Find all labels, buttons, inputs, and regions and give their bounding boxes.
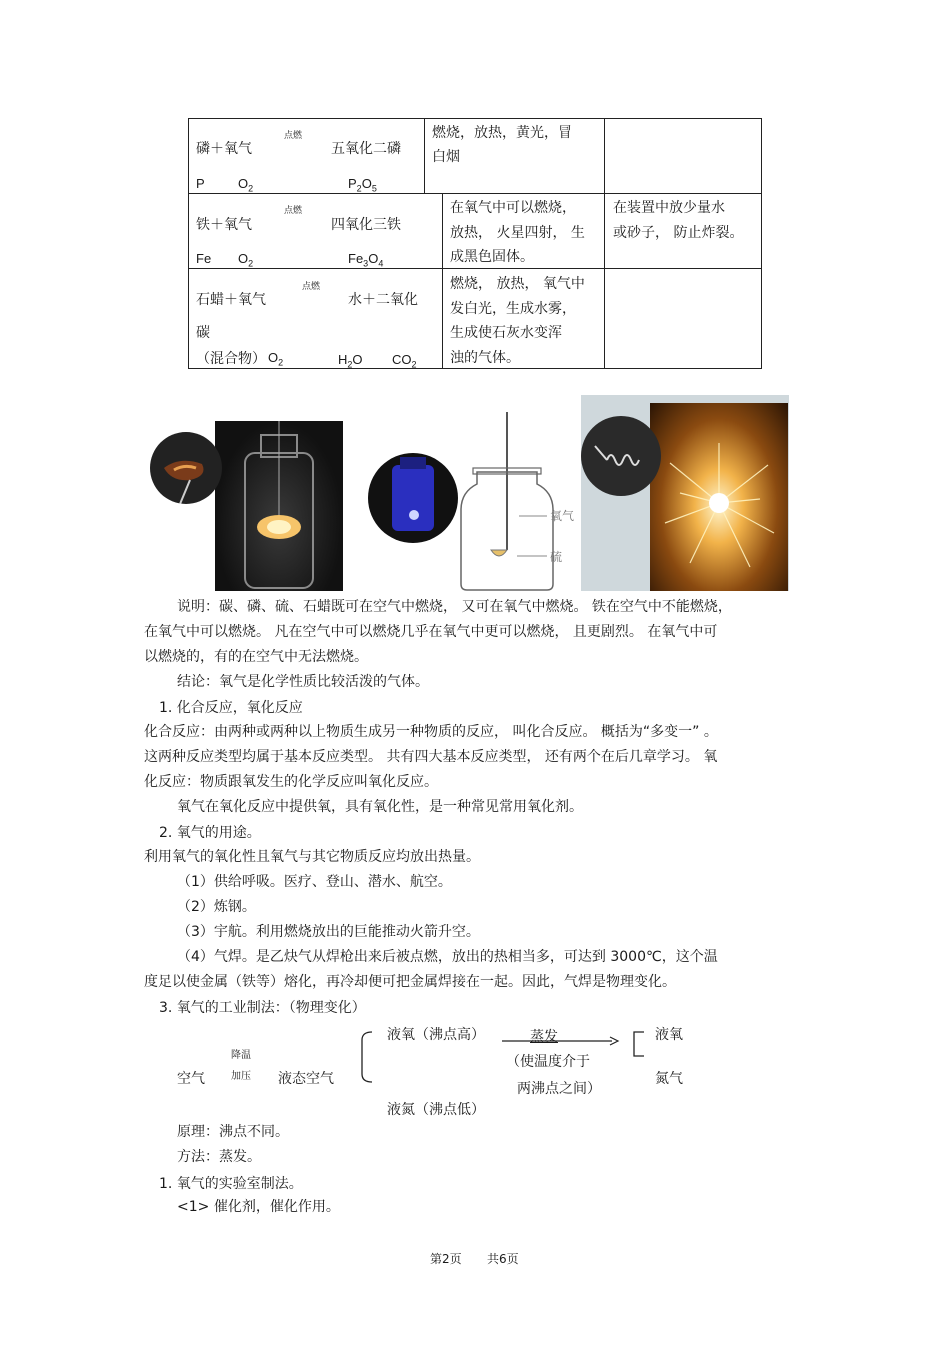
arrow-right-icon	[500, 1036, 620, 1046]
liquid-air-label: 液态空气	[278, 1071, 334, 1087]
phenomenon: 在氧气中可以燃烧，	[450, 200, 576, 216]
output-liquid-oxygen: 液氧	[655, 1027, 683, 1043]
carbon-closeup-inset	[150, 432, 222, 504]
phenomenon: 放热， 火星四射， 生	[450, 225, 585, 241]
label-sulfur: 硫	[550, 550, 563, 564]
combination-reaction-line2: 这两种反应类型均属于基本反应类型。 共有四大基本反应类型， 还有两个在后几章学习。 氧	[144, 749, 718, 765]
section-heading-3: 3. 氧气的工业制法：（物理变化）	[159, 1000, 366, 1016]
iron-wire-inset	[581, 416, 661, 496]
formula: $H_2O$	[338, 352, 363, 370]
condition-label: 点燃	[284, 206, 303, 216]
use-item-3: （3）宇航。利用燃烧放出的巨能推动火箭升空。	[177, 924, 480, 940]
condition-label: 点燃	[284, 131, 303, 141]
phenomenon: 燃烧，放热，黄光，冒	[432, 125, 572, 141]
section-heading-4: 1. 氧气的实验室制法。	[159, 1176, 303, 1192]
product-cont: 碳	[196, 325, 210, 341]
conclusion: 结论：氧气是化学性质比较活泼的气体。	[177, 674, 429, 690]
bracket-icon	[630, 1030, 646, 1058]
explanation-line1: 说明：碳、磷、硫、石蜡既可在空气中燃烧， 又可在氧气中燃烧。 铁在空气中不能燃烧，	[177, 599, 732, 615]
phenomenon: 发白光，生成水雾，	[450, 301, 576, 317]
explanation-line3: 以燃烧的，有的在空气中无法燃烧。	[144, 649, 368, 665]
evaporate-label: 蒸发	[530, 1029, 558, 1045]
oxidizer-note: 氧气在氧化反应中提供氧，具有氧化性，是一种常见常用氧化剂。	[177, 799, 583, 815]
output-nitrogen: 氮气	[655, 1071, 683, 1087]
section-heading-1: 1. 化合反应，氧化反应	[159, 700, 303, 716]
method: 方法：蒸发。	[177, 1149, 261, 1165]
page-number: 第2页	[430, 1252, 462, 1266]
phenomenon: 成黑色固体。	[450, 249, 534, 265]
label-oxygen: 氧气	[550, 509, 575, 523]
sulfur-flame-inset	[368, 453, 458, 543]
combination-reaction-line1: 化合反应：由两种或两种以上物质生成另一种物质的反应， 叫化合反应。 概括为“多变一” 。	[144, 724, 718, 740]
use-item-1: （1）供给呼吸。医疗、登山、潜水、航空。	[177, 874, 452, 890]
page-total: 共6页	[487, 1252, 519, 1266]
uses-intro: 利用氧气的氧化性且氧气与其它物质反应均放出热量。	[144, 849, 480, 865]
product: 水＋二氧化	[348, 292, 418, 308]
principle: 原理：沸点不同。	[177, 1124, 289, 1140]
phenomenon: 生成使石灰水变浑	[450, 325, 562, 341]
reactants: 石蜡＋氧气	[196, 292, 266, 308]
pressurize-label: 加压	[231, 1071, 251, 1082]
formula: Fe	[196, 251, 212, 266]
combination-reaction-line3: 化反应：物质跟氧发生的化学反应叫氧化反应。	[144, 774, 438, 790]
formula: $O_2$	[268, 350, 284, 368]
sulfur-apparatus-diagram	[455, 410, 585, 595]
use-item-2: （2）炼钢。	[177, 899, 256, 915]
iron-burning-photo	[650, 403, 788, 591]
subsection-1: <1> 催化剂，催化作用。	[177, 1199, 340, 1215]
liquid-nitrogen-bp: 液氮（沸点低）	[387, 1102, 485, 1118]
phenomenon: 浊的气体。	[450, 350, 520, 366]
brace-left	[356, 1030, 376, 1084]
carbon-burning-photo	[215, 421, 343, 591]
formula: P	[196, 176, 205, 191]
formula: $O_2$	[238, 251, 254, 269]
product: 四氧化三铁	[331, 217, 401, 233]
use-item-4-line1: （4）气焊。是乙炔气从焊枪出来后被点燃，放出的热相当多，可达到 3000℃，这个温	[177, 949, 718, 965]
reactants: 磷＋氧气	[196, 141, 252, 157]
liquid-oxygen-bp: 液氧（沸点高）	[387, 1027, 485, 1043]
phenomenon: 燃烧， 放热， 氧气中	[450, 276, 585, 292]
explanation-line2: 在氧气中可以燃烧。 凡在空气中可以燃烧几乎在氧气中更可以燃烧， 且更剧烈。 在氧气中可	[144, 624, 718, 640]
formula: $P_2O_5$	[348, 176, 377, 194]
note: 或砂子， 防止炸裂。	[613, 225, 744, 241]
condition-label: 点燃	[302, 282, 321, 292]
cooling-label: 降温	[231, 1050, 251, 1061]
phenomenon: 白烟	[432, 149, 460, 165]
temp-note-line2: 两沸点之间）	[517, 1081, 601, 1097]
formula: （混合物）	[196, 351, 266, 367]
temp-note-line1: （使温度介于	[506, 1054, 590, 1070]
formula: $Fe_3O_4$	[348, 251, 384, 269]
formula: $O_2$	[238, 176, 254, 194]
air-label: 空气	[177, 1071, 205, 1087]
reactants: 铁＋氧气	[196, 217, 252, 233]
product: 五氧化二磷	[331, 141, 401, 157]
section-heading-2: 2. 氧气的用途。	[159, 825, 261, 841]
formula: $CO_2$	[392, 352, 417, 370]
note: 在装置中放少量水	[613, 200, 725, 216]
use-item-4-line2: 度足以使金属（铁等）熔化，再冷却便可把金属焊接在一起。因此，气焊是物理变化。	[144, 974, 676, 990]
